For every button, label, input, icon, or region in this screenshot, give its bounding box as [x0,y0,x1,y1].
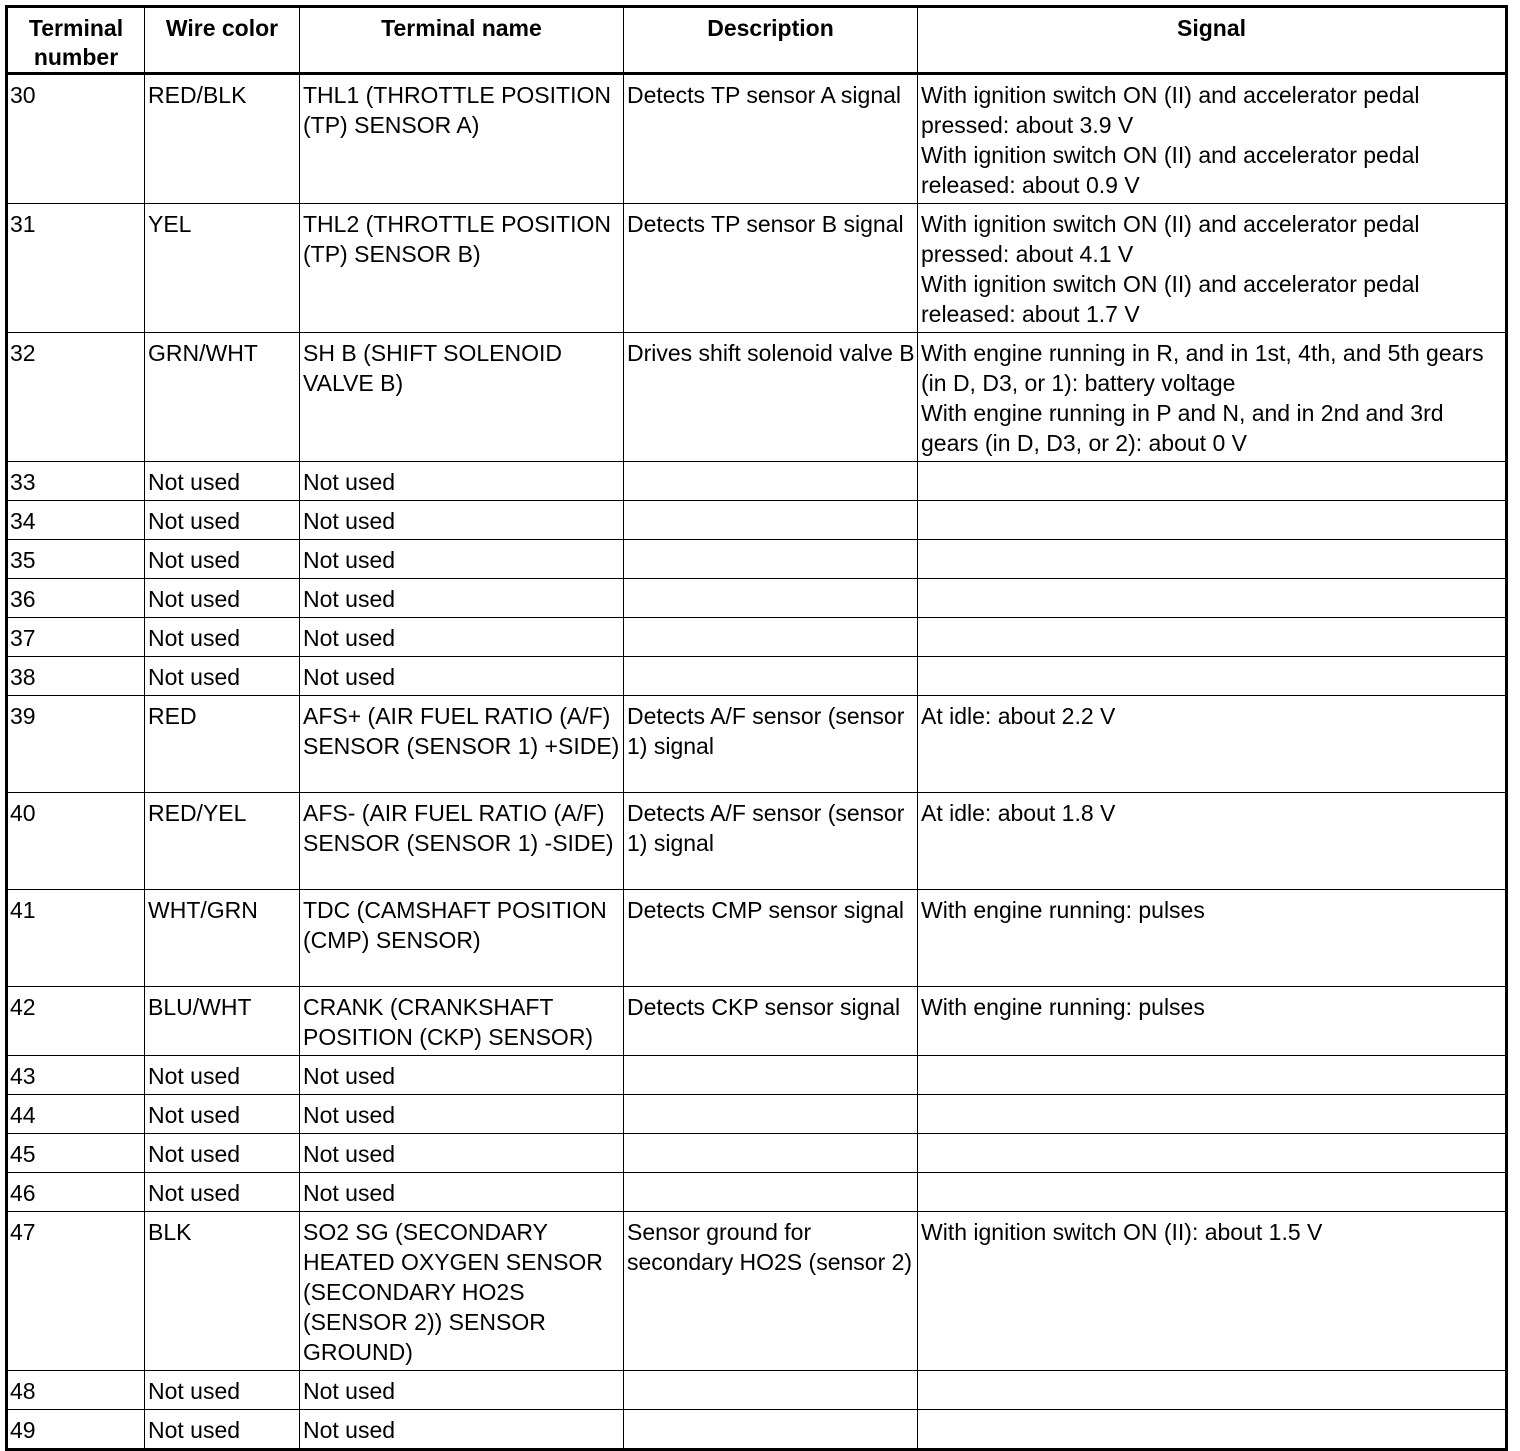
terminal-number-cell: 45 [7,1134,145,1173]
wire-color-cell: RED [145,696,300,793]
terminal-number-cell: 31 [7,204,145,333]
description-cell [624,1371,918,1410]
table-body [7,74,1507,1450]
table-row [7,462,1507,501]
header-signal: Signal [918,7,1507,74]
terminal-number-cell: 48 [7,1371,145,1410]
terminal-number-cell: 34 [7,501,145,540]
signal-line: With engine running in P and N, and in 2nd and 3rd gears (in D, D3, or 2): about 0 V [921,400,1444,456]
terminal-name-cell: Not used [300,501,624,540]
table-row [7,579,1507,618]
signal-cell [918,540,1507,579]
description-cell: Detects CKP sensor signal [624,987,918,1056]
signal-cell [918,1095,1507,1134]
signal-cell [918,204,1507,333]
description-cell: Detects A/F sensor (sensor 1) signal [624,696,918,793]
description-cell: Drives shift solenoid valve B [624,333,918,462]
signal-line: With engine running: pulses [921,994,1205,1020]
wire-color-cell: BLU/WHT [145,987,300,1056]
wire-color-cell: Not used [145,1056,300,1095]
table-row [7,333,1507,462]
description-cell [624,1056,918,1095]
wire-color-cell: Not used [145,540,300,579]
terminal-pinout-table [5,5,1508,1451]
terminal-name-cell: AFS+ (AIR FUEL RATIO (A/F) SENSOR (SENSOR 1) +SIDE) [300,696,624,793]
terminal-name-cell: Not used [300,579,624,618]
terminal-number-cell: 36 [7,579,145,618]
terminal-number-cell: 40 [7,793,145,890]
wire-color-cell: Not used [145,579,300,618]
terminal-name-cell: SO2 SG (SECONDARY HEATED OXYGEN SENSOR (SECONDARY HO2S (SENSOR 2)) SENSOR GROUND) [300,1212,624,1371]
terminal-name-cell: Not used [300,1410,624,1450]
terminal-name-cell: CRANK (CRANKSHAFT POSITION (CKP) SENSOR) [300,987,624,1056]
wire-color-cell: WHT/GRN [145,890,300,987]
signal-cell [918,657,1507,696]
signal-cell [918,74,1507,204]
signal-line: With ignition switch ON (II) and accelerator pedal pressed: about 4.1 V [921,211,1420,267]
signal-line: With ignition switch ON (II) and accelerator pedal released: about 0.9 V [921,142,1420,198]
terminal-name-cell: Not used [300,1095,624,1134]
table-row [7,987,1507,1056]
table-row [7,204,1507,333]
wire-color-cell: Not used [145,462,300,501]
terminal-name-cell: AFS- (AIR FUEL RATIO (A/F) SENSOR (SENSOR 1) -SIDE) [300,793,624,890]
signal-cell [918,1371,1507,1410]
table-row [7,618,1507,657]
terminal-number-cell: 49 [7,1410,145,1450]
wire-color-cell: YEL [145,204,300,333]
header-description: Description [624,7,918,74]
terminal-number-cell: 30 [7,74,145,204]
signal-cell [918,462,1507,501]
terminal-number-cell: 32 [7,333,145,462]
terminal-name-cell: TDC (CAMSHAFT POSITION (CMP) SENSOR) [300,890,624,987]
terminal-name-cell: Not used [300,1371,624,1410]
wire-color-cell: Not used [145,1410,300,1450]
signal-cell [918,333,1507,462]
header-wire-color: Wire color [145,7,300,74]
description-cell [624,1095,918,1134]
wire-color-cell: GRN/WHT [145,333,300,462]
terminal-number-cell: 33 [7,462,145,501]
signal-cell [918,579,1507,618]
table-row [7,657,1507,696]
terminal-number-cell: 44 [7,1095,145,1134]
wire-color-cell: Not used [145,618,300,657]
terminal-number-cell: 47 [7,1212,145,1371]
description-cell: Sensor ground for secondary HO2S (sensor 2) [624,1212,918,1371]
signal-cell [918,618,1507,657]
terminal-number-cell: 39 [7,696,145,793]
wire-color-cell: Not used [145,657,300,696]
table-row [7,696,1507,793]
table-row [7,890,1507,987]
signal-line: With ignition switch ON (II) and accelerator pedal released: about 1.7 V [921,271,1420,327]
wire-color-cell: Not used [145,1173,300,1212]
terminal-number-cell: 38 [7,657,145,696]
signal-cell [918,1134,1507,1173]
signal-line: At idle: about 1.8 V [921,800,1116,826]
terminal-number-cell: 43 [7,1056,145,1095]
signal-line: With ignition switch ON (II) and accelerator pedal pressed: about 3.9 V [921,82,1420,138]
signal-cell [918,890,1507,987]
signal-line: With engine running in R, and in 1st, 4th, and 5th gears (in D, D3, or 1): battery voltage [921,340,1484,396]
description-cell: Detects TP sensor B signal [624,204,918,333]
terminal-name-cell: Not used [300,1134,624,1173]
terminal-name-cell: Not used [300,462,624,501]
table-row [7,1371,1507,1410]
signal-line: With engine running: pulses [921,897,1205,923]
description-cell [624,618,918,657]
signal-cell [918,696,1507,793]
terminal-number-cell: 41 [7,890,145,987]
table-row [7,1056,1507,1095]
wire-color-cell: Not used [145,501,300,540]
terminal-name-cell: Not used [300,540,624,579]
description-cell [624,540,918,579]
terminal-name-cell: Not used [300,1056,624,1095]
table-row [7,1095,1507,1134]
wire-color-cell: Not used [145,1134,300,1173]
header-terminal-number: Terminal number [7,7,145,74]
table-row [7,1212,1507,1371]
table-row [7,1173,1507,1212]
terminal-name-cell: THL1 (THROTTLE POSITION (TP) SENSOR A) [300,74,624,204]
signal-line: At idle: about 2.2 V [921,703,1116,729]
header-row [7,7,1507,74]
wire-color-cell: RED/YEL [145,793,300,890]
terminal-name-cell: Not used [300,657,624,696]
signal-cell [918,1212,1507,1371]
terminal-name-cell: SH B (SHIFT SOLENOID VALVE B) [300,333,624,462]
header-terminal-name: Terminal name [300,7,624,74]
description-cell [624,1134,918,1173]
description-cell [624,657,918,696]
terminal-number-cell: 42 [7,987,145,1056]
description-cell: Detects CMP sensor signal [624,890,918,987]
description-cell [624,579,918,618]
description-cell [624,501,918,540]
wire-color-cell: Not used [145,1371,300,1410]
table-row [7,501,1507,540]
signal-cell [918,987,1507,1056]
wire-color-cell: Not used [145,1095,300,1134]
description-cell [624,1173,918,1212]
description-cell: Detects TP sensor A signal [624,74,918,204]
signal-cell [918,1056,1507,1095]
wire-color-cell: RED/BLK [145,74,300,204]
description-cell: Detects A/F sensor (sensor 1) signal [624,793,918,890]
table-row [7,74,1507,204]
signal-line: With ignition switch ON (II): about 1.5 V [921,1219,1323,1245]
terminal-name-cell: Not used [300,1173,624,1212]
signal-cell [918,1173,1507,1212]
terminal-name-cell: Not used [300,618,624,657]
terminal-number-cell: 46 [7,1173,145,1212]
wire-color-cell: BLK [145,1212,300,1371]
terminal-number-cell: 35 [7,540,145,579]
table-row [7,1134,1507,1173]
terminal-number-cell: 37 [7,618,145,657]
description-cell [624,462,918,501]
signal-cell [918,501,1507,540]
signal-cell [918,793,1507,890]
table-row [7,793,1507,890]
table-row [7,540,1507,579]
terminal-name-cell: THL2 (THROTTLE POSITION (TP) SENSOR B) [300,204,624,333]
